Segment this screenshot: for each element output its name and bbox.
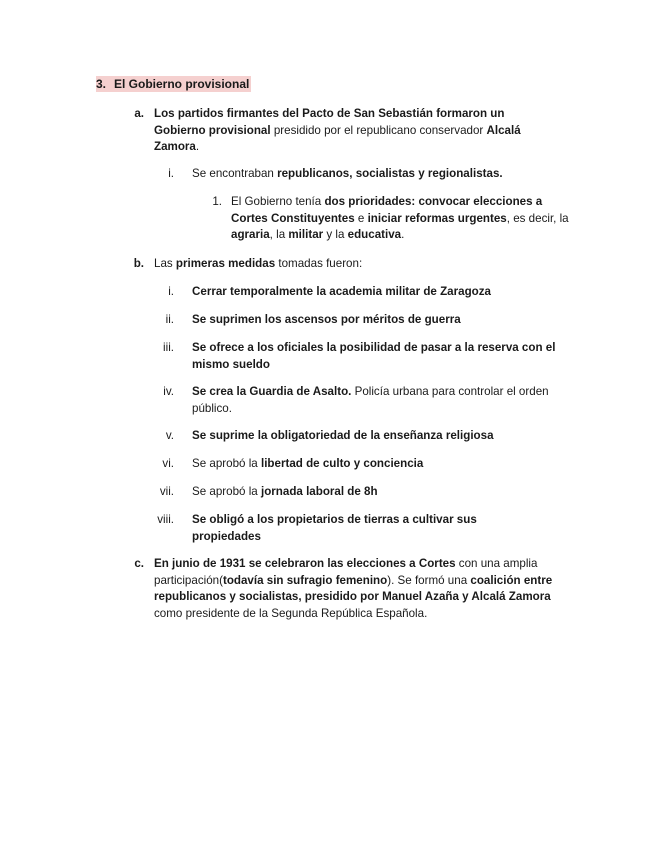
bold-text-run: primeras medidas (175, 257, 276, 270)
bold-text-run: Se obligó a los propietarios de tierras a cultivar sus propiedades (192, 513, 477, 543)
text-run: Las (154, 257, 176, 270)
text-run: Se encontraban (192, 167, 278, 180)
item-a-i-text (192, 166, 572, 183)
measure-text (192, 284, 582, 301)
bold-text-run: militar (288, 228, 324, 241)
text-run: con una amplia participación( (154, 557, 538, 587)
item-b-marker: b. (133, 257, 144, 270)
measure-marker: i. (168, 285, 174, 298)
measure-marker: vi. (162, 457, 174, 470)
item-c-marker: c. (134, 557, 144, 570)
text-run: , la (269, 228, 289, 241)
item-a-i-1-marker: 1. (212, 195, 222, 208)
bold-text-run: Se suprimen los ascensos por méritos de guerra (192, 313, 461, 326)
measure-text (192, 340, 582, 373)
text-run: e (354, 211, 368, 225)
text-run: , es decir, la (506, 211, 569, 225)
bold-text-run: dos prioridades: convocar elecciones a Cortes Constituyentes (231, 195, 543, 225)
bold-text-run: agraria (231, 228, 270, 241)
item-a-i-marker: i. (168, 167, 174, 180)
bold-text-run: republicanos, socialistas y regionalistas. (277, 167, 503, 180)
bold-text-run: iniciar reformas urgentes (367, 211, 507, 225)
text-run: . (401, 228, 405, 241)
text-run: Se aprobó la (192, 485, 261, 498)
bold-text-run: libertad de culto y conciencia (260, 457, 424, 470)
measure-marker: v. (165, 429, 174, 442)
section-title: El Gobierno provisional (114, 77, 250, 91)
text-run: Se aprobó la (192, 457, 261, 470)
item-a-marker: a. (134, 107, 144, 120)
measure-text (192, 456, 582, 473)
measure-marker: ii. (165, 313, 174, 326)
item-a-text (154, 106, 549, 156)
bold-text-run: Alcalá Zamora (154, 123, 521, 153)
bold-text-run: Los partidos firmantes del Pacto de San Sebastián formaron un Gobierno provisional (154, 107, 505, 137)
measure-text (192, 512, 532, 545)
text-run: y la (323, 228, 348, 241)
text-run: como presidente de la Segunda República Española. (154, 606, 428, 620)
section-heading (96, 76, 251, 92)
measure-marker: viii. (157, 513, 174, 526)
bold-text-run: Se crea la Guardia de Asalto. (192, 385, 352, 398)
text-run: . (195, 140, 200, 153)
bold-text-run: En junio de 1931 se celebraron las elecciones a Cortes (154, 557, 456, 570)
measure-text (192, 428, 582, 445)
bold-text-run: educativa (347, 228, 402, 241)
measure-marker: vii. (159, 485, 174, 498)
bold-text-run: Se suprime la obligatoriedad de la enseñanza religiosa (192, 429, 494, 442)
text-run: presidido por el republicano conservador (270, 123, 487, 137)
text-run: El Gobierno tenía (231, 195, 325, 208)
heading-highlight (96, 76, 251, 92)
item-c-text (154, 556, 559, 622)
item-a-i-1-text (231, 194, 576, 244)
text-run: ). Se formó una (387, 573, 471, 587)
bold-text-run: todavía sin sufragio femenino (222, 573, 388, 587)
text-run: tomadas fueron: (275, 257, 363, 270)
bold-text-run: Se ofrece a los oficiales la posibilidad de pasar a la reserva con el mismo sueldo (192, 341, 556, 371)
section-number: 3. (96, 77, 107, 91)
bold-text-run: jornada laboral de 8h (260, 485, 378, 498)
measure-text (192, 384, 567, 417)
bold-text-run: Cerrar temporalmente la academia militar de Zaragoza (192, 285, 491, 298)
measure-text (192, 484, 582, 501)
item-b-text (154, 256, 549, 273)
measure-marker: iii. (163, 341, 174, 354)
measure-text (192, 312, 582, 329)
measure-marker: iv. (163, 385, 174, 398)
text-run: Policía urbana para controlar el orden público. (192, 385, 549, 415)
bold-text-run: coalición entre republicanos y socialistas, presidido por Manuel Azaña y Alcalá Zamora (154, 573, 553, 603)
